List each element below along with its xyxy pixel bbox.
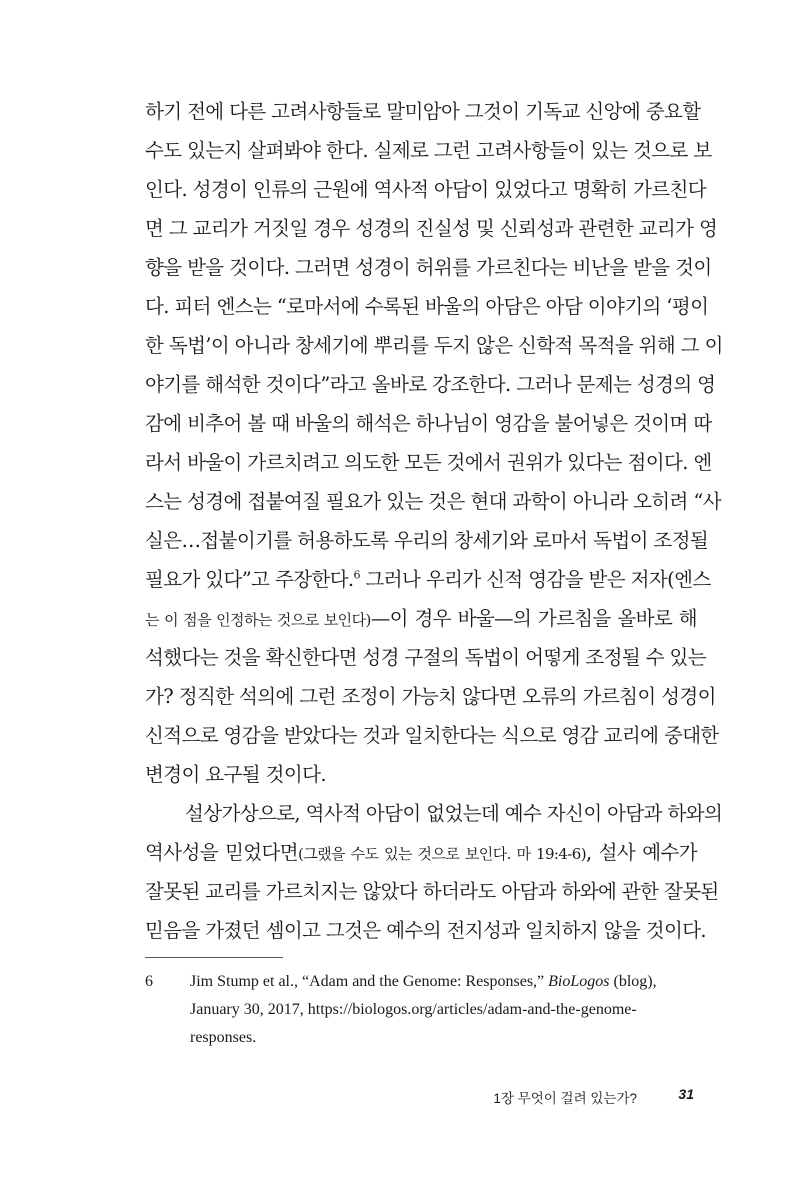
line-text: 라서 바울이 가르치려고 의도한 모든 것에서 권위가 있다는 점이다. 엔 [145,451,712,474]
text-line [145,638,707,677]
footnote-reference: 6 [353,568,360,582]
line-text: 변경이 요구될 것이다. [145,763,326,786]
text-line [145,833,697,872]
text-line [145,755,697,794]
text-line [145,92,701,131]
text-line [145,911,707,950]
text-line [145,794,723,833]
body-text [145,92,723,950]
line-text: 면 그 교리가 거짓일 경우 성경의 진실성 및 신뢰성과 관련한 교리가 영 [145,217,718,240]
line-text: —이 경우 바울—의 가르침을 올바로 해 [370,607,697,630]
text-line [145,560,711,599]
line-text: 하기 전에 다른 고려사항들로 말미암아 그것이 기독교 신앙에 중요할 [145,100,701,123]
text-line [145,599,697,638]
line-text: 석했다는 것을 확신한다면 성경 구절의 독법이 어떻게 조정될 수 있는 [145,646,707,669]
footnote-number: 6 [145,973,153,990]
line-text: 믿음을 가졌던 셈이고 그것은 예수의 전지성과 일치하지 않을 것이다. [145,919,707,942]
text-line [145,287,709,326]
text-line [145,365,716,404]
text-line [145,248,712,287]
running-head: 1장 무엇이 걸려 있는가? [493,1091,637,1106]
page-number: 31 [678,1086,694,1102]
line-text: 필요가 있다”고 주장한다. [145,568,354,591]
line-text: 향을 받을 것이다. 그러면 성경이 허위를 가르친다는 비난을 받을 것이 [145,256,712,279]
footnote [145,968,697,1052]
text-line [145,677,716,716]
line-text: 인다. 성경이 인류의 근원에 역사적 아담이 있었다고 명확히 가르친다 [145,178,707,201]
text-line [145,209,718,248]
line-text: 실은…접붙이기를 허용하도록 우리의 창세기와 로마서 독법이 조정될 [145,529,709,552]
footnote-text-after: (blog), January 30, 2017, https://biologos.org/articles/adam-and-the-genome-responses. [190,973,657,1046]
line-text: 역사성을 믿었다면 [145,841,299,864]
line-text-rest: 그러나 우리가 신적 영감을 받은 저자(엔스 [359,568,711,591]
aside-text: 는 이 점을 인정하는 것으로 보인다) [145,611,371,629]
footnote-text [190,968,697,1052]
line-text: 설상가상으로, 역사적 아담이 없었는데 예수 자신이 아담과 하와의 [185,802,723,825]
text-line [145,170,707,209]
line-text: 잘못된 교리를 가르치지는 않았다 하더라도 아담과 하와에 관한 잘못된 [145,880,719,903]
text-line [145,482,721,521]
text-line [145,404,712,443]
line-text: 신적으로 영감을 받았다는 것과 일치한다는 식으로 영감 교리에 중대한 [145,724,719,747]
footnote-text-before: Jim Stump et al., “Adam and the Genome: Responses,” [190,973,549,990]
text-line [145,716,719,755]
text-line [145,872,719,911]
aside-text: (그랬을 수도 있는 것으로 보인다. 마 19:4-6) [298,845,586,863]
line-text: 수도 있는지 살펴봐야 한다. 실제로 그런 고려사항들이 있는 것으로 보 [145,139,712,162]
line-text: 한 독법’이 아니라 창세기에 뿌리를 두지 않은 신학적 목적을 위해 그 이 [145,334,723,357]
line-text: 스는 성경에 접붙여질 필요가 있는 것은 현대 과학이 아니라 오히려 “사 [145,490,721,513]
text-line [145,131,712,170]
line-text: 감에 비추어 볼 때 바울의 해석은 하나님이 영감을 불어넣은 것이며 따 [145,412,712,435]
text-line [145,443,712,482]
line-text-rest: , 설사 예수가 [585,841,697,864]
footnote-divider [145,957,283,958]
line-text: 야기를 해석한 것이다”라고 올바로 강조한다. 그러나 문제는 성경의 영 [145,373,716,396]
line-text: 다. 피터 엔스는 “로마서에 수록된 바울의 아담은 아담 이야기의 ‘평이 [145,295,709,318]
line-text: 가? 정직한 석의에 그런 조정이 가능치 않다면 오류의 가르침이 성경이 [145,685,716,708]
footnotes [145,968,697,1052]
footnote-italic-title: BioLogos [548,973,610,990]
text-line [145,521,709,560]
text-line [145,326,723,365]
